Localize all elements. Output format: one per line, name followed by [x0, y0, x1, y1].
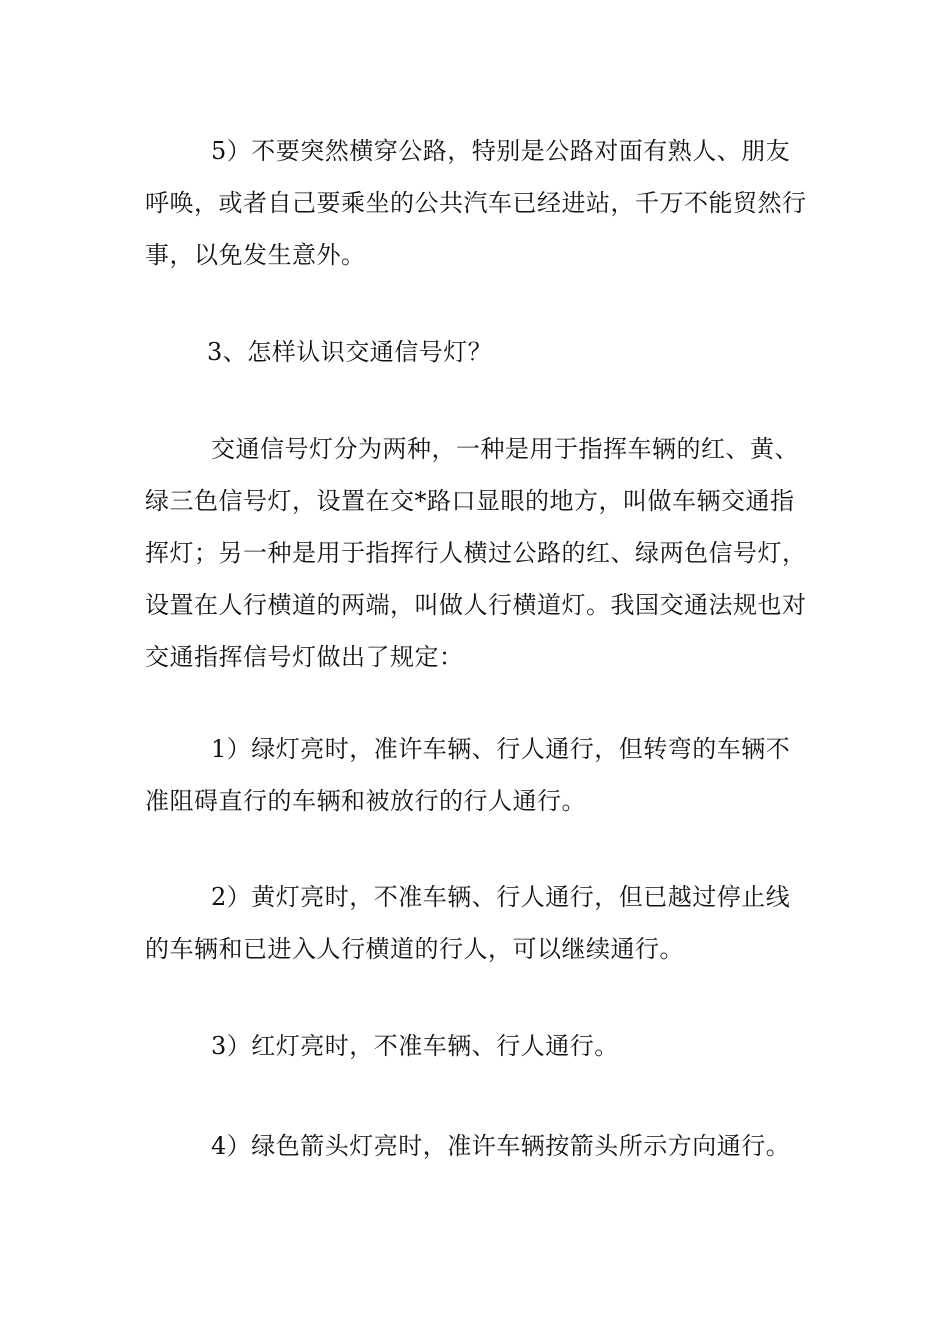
paragraph-green-arrow-rule: 4）绿色箭头灯亮时，准许车辆按箭头所示方向通行。 — [211, 1132, 791, 1160]
paragraph-red-light-rule: 3）红灯亮时，不准车辆、行人通行。 — [211, 1032, 619, 1060]
paragraph-green-light-rule: 1）绿灯亮时，准许车辆、行人通行，但转弯的车辆不准阻碍直行的车辆和被放行的行人通行。 — [145, 735, 791, 815]
section-heading-traffic-lights: 3、怎样认识交通信号灯？ — [207, 338, 493, 366]
paragraph-traffic-light-intro: 交通信号灯分为两种，一种是用于指挥车辆的红、黄、绿三色信号灯，设置在交*路口显眼的地方，叫做车辆交通指挥灯；另一种是用于指挥行人横过公路的红、绿两色信号灯，设置在人行横道的两端，叫做人行横道灯。我国交通法规也对交通指挥信号灯做出了规定： — [145, 435, 807, 671]
paragraph-yellow-light-rule: 2）黄灯亮时，不准车辆、行人通行，但已越过停止线的车辆和已进入人行横道的行人，可以继续通行。 — [145, 883, 791, 963]
paragraph-pedestrian-rule-5: 5）不要突然横穿公路，特别是公路对面有熟人、朋友呼唤，或者自己要乘坐的公共汽车已经进站，千万不能贸然行事，以免发生意外。 — [145, 137, 807, 269]
